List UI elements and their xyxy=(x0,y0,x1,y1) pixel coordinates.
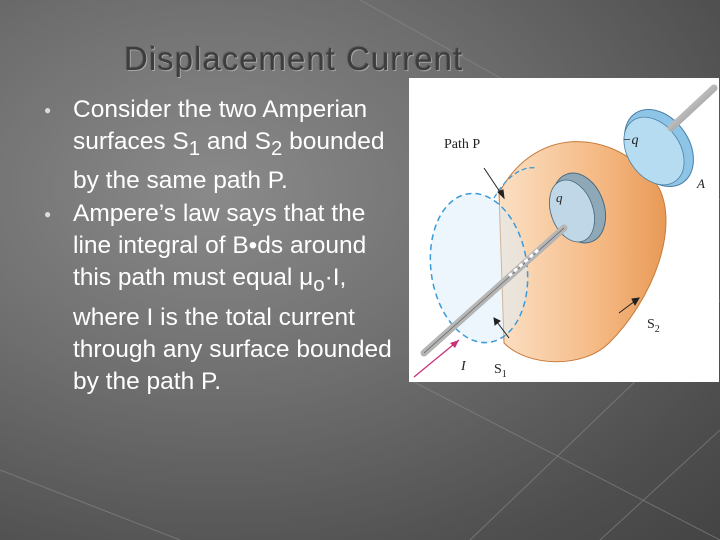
label-current: I xyxy=(461,359,466,374)
bullet-item-amperian-surfaces xyxy=(44,94,404,198)
label-path-p: Path P xyxy=(444,137,481,152)
bullet-text: Consider the two Amperian surfaces $S_1$ and $S_2$ bounded by the same path P. xyxy=(73,96,385,195)
capacitor-diagram-svg xyxy=(409,78,719,382)
bullet-marker-icon: ● xyxy=(44,206,52,221)
label-s1: $S_1$ xyxy=(494,362,507,380)
label-s2: $S_2$ xyxy=(647,317,660,335)
bullet-text: Ampere’s law says that the line integral of B•ds around this path must equal $\mu_o\cdot I$, where I is the total current through any surface bounded by the path P. xyxy=(73,199,392,396)
bullet-marker-icon: ● xyxy=(44,103,52,117)
label-plate-area: A xyxy=(697,176,705,191)
wire-right xyxy=(671,88,714,128)
label-positive-charge: q xyxy=(556,190,563,205)
slide-title: Displacement Current xyxy=(124,40,464,77)
bullet-item-amperes-law xyxy=(44,198,404,399)
bullet-list xyxy=(44,94,404,398)
capacitor-diagram xyxy=(409,78,719,382)
label-negative-charge: −q xyxy=(622,133,639,148)
